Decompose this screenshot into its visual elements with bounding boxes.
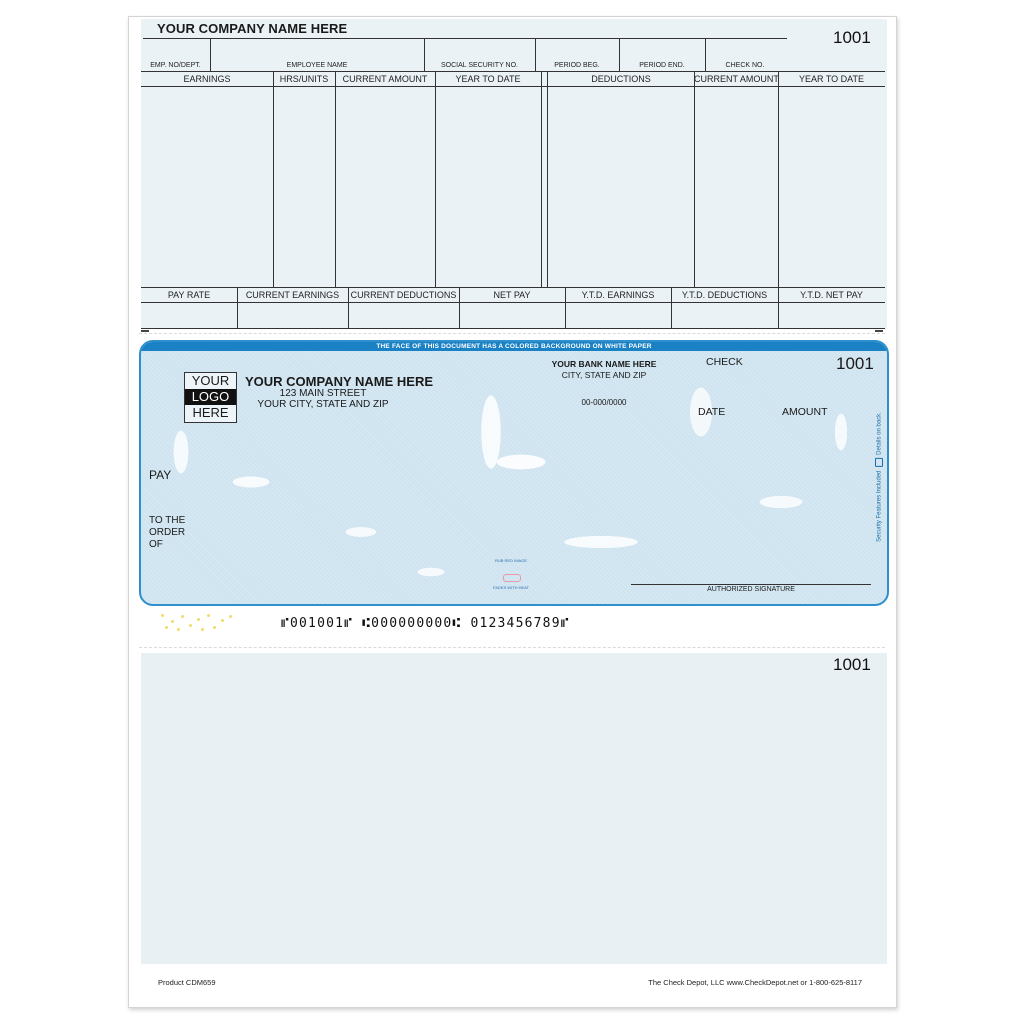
divider — [141, 86, 885, 87]
col-net-pay: NET PAY — [493, 290, 531, 300]
perforation-line — [139, 647, 885, 648]
fraction-code: 00-000/0000 — [581, 398, 627, 407]
rub-text-top: RUB RED IMAGE — [494, 558, 527, 563]
field-check-no: CHECK NO. — [725, 62, 765, 69]
fold-mark — [875, 330, 883, 332]
pay-to-order-label — [149, 515, 185, 551]
col-hrs-units: HRS/UNITS — [279, 74, 329, 84]
logo-text-bottom: HERE — [192, 405, 229, 420]
col-ytd-earnings: Y.T.D. EARNINGS — [581, 290, 655, 300]
micr-line: ⑈001001⑈ ⑆000000000⑆ 0123456789⑈ — [281, 616, 570, 631]
col-current-deductions: CURRENT DEDUCTIONS — [350, 290, 457, 300]
divider — [141, 71, 885, 72]
product-code: Product CDM659 — [158, 978, 216, 987]
field-emp-no: EMP. NO/DEPT. — [150, 62, 201, 69]
col-deduction-ytd: YEAR TO DATE — [798, 74, 865, 84]
col-current-earnings: CURRENT EARNINGS — [245, 290, 340, 300]
col-ytd-deductions: Y.T.D. DEDUCTIONS — [681, 290, 768, 300]
signature-label: AUTHORIZED SIGNATURE — [707, 586, 795, 593]
security-text: Security Features Included — [876, 470, 883, 542]
pay-label: PAY — [149, 468, 172, 482]
divider — [541, 71, 542, 287]
signature-line[interactable] — [631, 584, 871, 585]
stub-check-number: 1001 — [833, 28, 871, 47]
col-year-to-date: YEAR TO DATE — [455, 74, 521, 84]
divider — [273, 71, 274, 287]
divider — [335, 71, 336, 287]
col-ytd-net-pay: Y.T.D. NET PAY — [800, 290, 863, 300]
col-current-amount: CURRENT AMOUNT — [342, 74, 428, 84]
date-label: DATE — [698, 406, 726, 418]
bank-city: CITY, STATE AND ZIP — [561, 370, 647, 380]
col-deductions: DEDUCTIONS — [591, 74, 651, 84]
amount-label: AMOUNT — [782, 406, 828, 418]
security-details: Details on back. — [876, 412, 883, 455]
rub-text-bottom: FADES WITH HEAT — [493, 585, 529, 590]
company-street: 123 MAIN STREET — [279, 388, 367, 399]
divider — [547, 71, 548, 287]
divider — [141, 302, 885, 303]
divider — [694, 71, 695, 287]
field-period-end: PERIOD END. — [639, 62, 685, 69]
check-label: CHECK — [706, 356, 743, 368]
rub-red-image-seal — [486, 558, 536, 598]
order-line-3: OF — [149, 539, 163, 550]
check-number: 1001 — [836, 354, 874, 373]
divider — [435, 71, 436, 287]
field-employee-name: EMPLOYEE NAME — [286, 62, 348, 69]
check-company-name: YOUR COMPANY NAME HERE — [245, 374, 434, 389]
order-line-2: ORDER — [149, 527, 186, 538]
thermochromic-dots — [157, 612, 237, 634]
check-sheet — [128, 16, 897, 1008]
padlock-icon — [875, 458, 883, 467]
bottom-stub-check-number: 1001 — [833, 655, 871, 674]
bank-name: YOUR BANK NAME HERE — [551, 359, 657, 369]
security-banner: THE FACE OF THIS DOCUMENT HAS A COLORED BACKGROUND ON WHITE PAPER — [141, 342, 887, 351]
top-voucher-stub — [141, 19, 887, 329]
stub-company-name: YOUR COMPANY NAME HERE — [157, 21, 348, 36]
order-line-1: TO THE — [149, 515, 186, 526]
check-face — [139, 340, 889, 606]
col-earnings: EARNINGS — [183, 74, 231, 84]
divider — [778, 71, 779, 287]
field-ssn: SOCIAL SECURITY NO. — [440, 62, 519, 69]
logo-text-top: YOUR — [191, 373, 230, 388]
key-icon — [503, 574, 521, 582]
col-pay-rate: PAY RATE — [167, 290, 211, 300]
logo-text-middle: LOGO — [185, 389, 236, 405]
divider — [141, 328, 885, 329]
perforation-line — [139, 333, 885, 334]
vendor-info: The Check Depot, LLC www.CheckDepot.net or 1-800-625-8117 — [648, 978, 862, 987]
divider — [141, 287, 885, 288]
field-period-beg: PERIOD BEG. — [554, 62, 600, 69]
company-city: YOUR CITY, STATE AND ZIP — [257, 399, 389, 410]
logo-placeholder — [184, 372, 237, 423]
security-features-strip — [873, 402, 885, 552]
fold-mark — [141, 330, 149, 332]
bottom-voucher-stub — [141, 653, 887, 964]
col-deduction-current-amount: CURRENT AMOUNT — [694, 74, 779, 84]
divider — [143, 38, 787, 39]
